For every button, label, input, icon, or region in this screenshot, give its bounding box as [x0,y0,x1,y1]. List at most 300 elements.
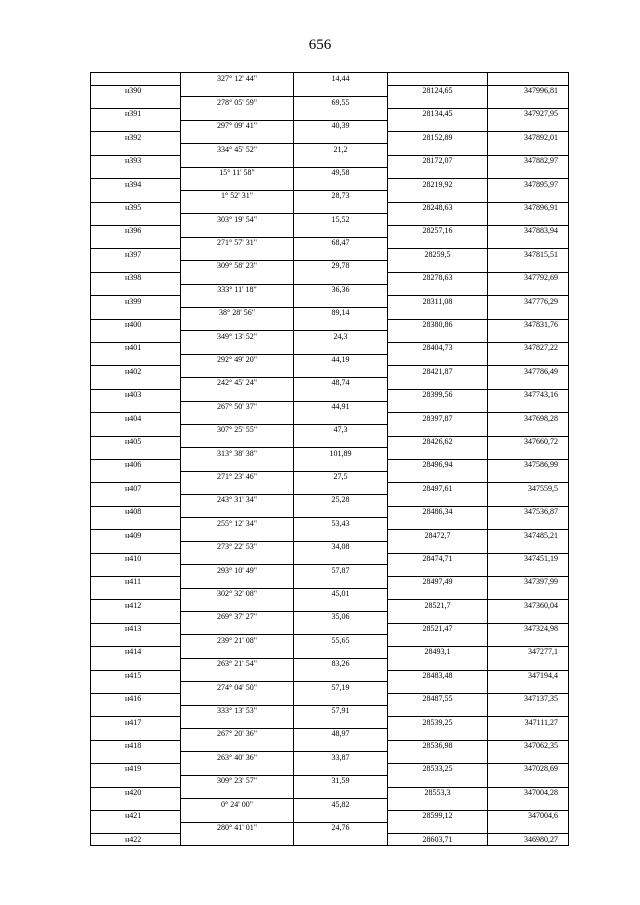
distance-cell: 28,73 [294,190,388,202]
point-name-cell [91,588,181,600]
direction-angle-cell [181,670,294,682]
point-name-cell [91,284,181,296]
distance-cell [294,272,388,284]
point-name-cell: н416 [91,693,181,705]
direction-angle-cell: 15° 11' 58" [181,167,294,179]
point-name-cell [91,658,181,670]
direction-angle-cell [181,763,294,775]
direction-angle-cell: 293° 10' 49" [181,564,294,576]
y-coordinate-cell [488,517,568,529]
distance-cell: 25,28 [294,494,388,506]
direction-angle-cell: 280° 41' 01" [181,822,294,834]
direction-angle-cell: 271° 57' 31" [181,237,294,249]
x-coordinate-cell [388,401,488,413]
point-name-cell [91,705,181,717]
distance-cell [294,529,388,541]
direction-angle-cell [181,131,294,143]
distance-cell: 29,78 [294,260,388,272]
x-coordinate-cell: 28380,86 [388,319,488,331]
direction-angle-cell: 242° 45' 24" [181,377,294,389]
x-coordinate-cell [388,96,488,108]
distance-cell [294,459,388,471]
y-coordinate-cell [488,494,568,506]
y-coordinate-cell: 347927,95 [488,108,568,120]
y-coordinate-cell [488,447,568,459]
x-coordinate-cell: 28152,89 [388,131,488,143]
point-name-cell: н403 [91,389,181,401]
x-coordinate-cell [388,634,488,646]
y-coordinate-cell [488,822,568,834]
x-coordinate-cell [388,728,488,740]
point-name-cell: н406 [91,459,181,471]
direction-angle-cell: 271° 23' 46" [181,471,294,483]
point-name-cell [91,237,181,249]
point-name-cell: н409 [91,529,181,541]
y-coordinate-cell: 347827,22 [488,342,568,354]
y-coordinate-cell: 347137,35 [488,693,568,705]
x-coordinate-cell: 28487,55 [388,693,488,705]
point-name-cell [91,96,181,108]
x-coordinate-cell [388,284,488,296]
distance-cell: 55,65 [294,634,388,646]
direction-angle-cell: 239° 21' 08" [181,634,294,646]
distance-cell: 57,87 [294,564,388,576]
direction-angle-cell [181,810,294,822]
distance-cell [294,412,388,424]
page-number: 656 [308,37,332,53]
direction-angle-cell [181,506,294,518]
y-coordinate-cell [488,588,568,600]
y-coordinate-cell [488,307,568,319]
point-name-cell: н398 [91,272,181,284]
point-name-cell: н418 [91,740,181,752]
point-name-cell: н393 [91,155,181,167]
x-coordinate-cell [388,120,488,132]
point-name-cell [91,307,181,319]
point-name-cell [91,354,181,366]
point-name-cell: н408 [91,506,181,518]
point-name-cell [91,143,181,155]
distance-cell: 36,36 [294,284,388,296]
y-coordinate-cell: 347698,28 [488,412,568,424]
y-coordinate-cell [488,120,568,132]
direction-angle-cell: 263° 40' 36" [181,751,294,763]
direction-angle-cell [181,787,294,799]
direction-angle-cell: 269° 37' 27" [181,611,294,623]
x-coordinate-cell [388,143,488,155]
y-coordinate-cell: 347028,69 [488,763,568,775]
x-coordinate-cell: 28496,94 [388,459,488,471]
y-coordinate-cell: 347883,94 [488,225,568,237]
distance-cell [294,787,388,799]
distance-cell: 15,52 [294,213,388,225]
distance-cell: 101,89 [294,447,388,459]
x-coordinate-cell: 28124,65 [388,85,488,97]
x-coordinate-cell [388,190,488,202]
distance-cell [294,763,388,775]
distance-cell [294,108,388,120]
coordinates-table [90,72,569,846]
direction-angle-cell: 243° 31' 34" [181,494,294,506]
point-name-cell [91,751,181,763]
point-name-cell [91,541,181,553]
x-coordinate-cell [388,775,488,787]
x-coordinate-cell: 28603,71 [388,833,488,845]
y-coordinate-cell: 347743,16 [488,389,568,401]
x-coordinate-cell: 28493,1 [388,646,488,658]
direction-angle-cell [181,529,294,541]
point-name-cell [91,517,181,529]
direction-angle-cell: 38° 28' 56" [181,307,294,319]
x-coordinate-cell: 28311,08 [388,295,488,307]
x-coordinate-cell: 28599,12 [388,810,488,822]
x-coordinate-cell: 28533,25 [388,763,488,775]
distance-cell: 48,97 [294,728,388,740]
distance-cell: 69,55 [294,96,388,108]
x-coordinate-cell [388,73,488,85]
x-coordinate-cell: 28553,3 [388,787,488,799]
distance-cell: 24,3 [294,330,388,342]
x-coordinate-cell [388,307,488,319]
point-name-cell: н391 [91,108,181,120]
direction-angle-cell [181,108,294,120]
direction-angle-cell [181,482,294,494]
distance-cell: 27,5 [294,471,388,483]
direction-angle-cell [181,155,294,167]
distance-cell [294,365,388,377]
distance-cell [294,319,388,331]
y-coordinate-cell [488,401,568,413]
distance-cell [294,248,388,260]
direction-angle-cell [181,576,294,588]
point-name-cell [91,611,181,623]
distance-cell: 44,91 [294,401,388,413]
y-coordinate-cell [488,681,568,693]
x-coordinate-cell: 28278,63 [388,272,488,284]
x-coordinate-cell: 28426,62 [388,436,488,448]
distance-cell: 48,74 [294,377,388,389]
x-coordinate-cell: 28404,73 [388,342,488,354]
x-coordinate-cell: 28486,34 [388,506,488,518]
point-name-cell: н414 [91,646,181,658]
y-coordinate-cell [488,705,568,717]
x-coordinate-cell [388,705,488,717]
point-name-cell [91,260,181,272]
direction-angle-cell: 309° 23' 57" [181,775,294,787]
x-coordinate-cell [388,798,488,810]
y-coordinate-cell: 347062,35 [488,740,568,752]
point-name-cell: н395 [91,202,181,214]
point-name-cell: н411 [91,576,181,588]
direction-angle-cell: 267° 50' 37" [181,401,294,413]
direction-angle-cell: 302° 32' 08" [181,588,294,600]
x-coordinate-cell [388,822,488,834]
x-coordinate-cell: 28497,61 [388,482,488,494]
distance-cell: 44,19 [294,354,388,366]
x-coordinate-cell: 28259,5 [388,248,488,260]
point-name-cell: н394 [91,178,181,190]
direction-angle-cell [181,833,294,845]
distance-cell [294,810,388,822]
y-coordinate-cell [488,611,568,623]
point-name-cell [91,401,181,413]
distance-cell [294,225,388,237]
x-coordinate-cell: 28539,25 [388,716,488,728]
direction-angle-cell: 292° 49' 20" [181,354,294,366]
x-coordinate-cell: 28497,49 [388,576,488,588]
y-coordinate-cell [488,471,568,483]
y-coordinate-cell: 347004,6 [488,810,568,822]
direction-angle-cell [181,646,294,658]
point-name-cell [91,190,181,202]
y-coordinate-cell [488,634,568,646]
distance-cell [294,716,388,728]
y-coordinate-cell [488,424,568,436]
x-coordinate-cell: 28134,45 [388,108,488,120]
point-name-cell: н405 [91,436,181,448]
point-name-cell [91,775,181,787]
direction-angle-cell: 313° 38' 38" [181,447,294,459]
y-coordinate-cell: 347360,04 [488,599,568,611]
x-coordinate-cell: 28536,98 [388,740,488,752]
y-coordinate-cell [488,73,568,85]
direction-angle-cell [181,553,294,565]
direction-angle-cell [181,365,294,377]
point-name-cell: н407 [91,482,181,494]
direction-angle-cell: 0° 24' 00" [181,798,294,810]
y-coordinate-cell [488,284,568,296]
y-coordinate-cell [488,260,568,272]
direction-angle-cell: 1° 52' 31" [181,190,294,202]
point-name-cell: н419 [91,763,181,775]
distance-cell: 31,59 [294,775,388,787]
x-coordinate-cell: 28421,87 [388,365,488,377]
y-coordinate-cell: 347892,01 [488,131,568,143]
distance-cell: 14,44 [294,73,388,85]
y-coordinate-cell: 347004,28 [488,787,568,799]
point-name-cell [91,634,181,646]
point-name-cell [91,447,181,459]
x-coordinate-cell: 28474,71 [388,553,488,565]
x-coordinate-cell: 28248,63 [388,202,488,214]
direction-angle-cell [181,693,294,705]
y-coordinate-cell: 347896,91 [488,202,568,214]
y-coordinate-cell: 347895,97 [488,178,568,190]
direction-angle-cell [181,389,294,401]
direction-angle-cell: 309° 58' 23" [181,260,294,272]
point-name-cell: н392 [91,131,181,143]
direction-angle-cell [181,436,294,448]
direction-angle-cell [181,412,294,424]
x-coordinate-cell [388,658,488,670]
point-name-cell [91,330,181,342]
direction-angle-cell: 263° 21' 54" [181,658,294,670]
point-name-cell [91,822,181,834]
y-coordinate-cell [488,658,568,670]
direction-angle-cell: 349° 13' 52" [181,330,294,342]
point-name-cell [91,728,181,740]
y-coordinate-cell: 347324,98 [488,623,568,635]
distance-cell [294,553,388,565]
x-coordinate-cell [388,564,488,576]
x-coordinate-cell [388,424,488,436]
distance-cell [294,342,388,354]
direction-angle-cell [181,178,294,190]
x-coordinate-cell [388,447,488,459]
x-coordinate-cell: 28399,56 [388,389,488,401]
y-coordinate-cell: 347831,76 [488,319,568,331]
point-name-cell [91,213,181,225]
point-name-cell: н401 [91,342,181,354]
distance-cell [294,436,388,448]
direction-angle-cell: 327° 12' 44" [181,73,294,85]
x-coordinate-cell: 28219,92 [388,178,488,190]
direction-angle-cell: 297° 09' 41" [181,120,294,132]
distance-cell [294,178,388,190]
x-coordinate-cell: 28472,7 [388,529,488,541]
point-name-cell [91,120,181,132]
y-coordinate-cell [488,541,568,553]
y-coordinate-cell: 347451,19 [488,553,568,565]
y-coordinate-cell [488,354,568,366]
distance-cell: 57,91 [294,705,388,717]
distance-cell: 40,39 [294,120,388,132]
x-coordinate-cell [388,167,488,179]
point-name-cell: н420 [91,787,181,799]
point-name-cell: н400 [91,319,181,331]
point-name-cell [91,564,181,576]
direction-angle-cell: 333° 11' 18" [181,284,294,296]
direction-angle-cell [181,716,294,728]
y-coordinate-cell [488,213,568,225]
direction-angle-cell [181,248,294,260]
x-coordinate-cell: 28521,7 [388,599,488,611]
x-coordinate-cell: 28257,16 [388,225,488,237]
direction-angle-cell: 255° 12' 34" [181,517,294,529]
y-coordinate-cell [488,564,568,576]
point-name-cell [91,424,181,436]
x-coordinate-cell: 28172,07 [388,155,488,167]
direction-angle-cell [181,319,294,331]
y-coordinate-cell [488,798,568,810]
direction-angle-cell [181,740,294,752]
y-coordinate-cell: 347786,49 [488,365,568,377]
y-coordinate-cell: 347996,81 [488,85,568,97]
y-coordinate-cell [488,330,568,342]
distance-cell: 45,01 [294,588,388,600]
direction-angle-cell: 273° 22' 53" [181,541,294,553]
y-coordinate-cell: 347559,5 [488,482,568,494]
x-coordinate-cell: 28521,47 [388,623,488,635]
x-coordinate-cell [388,260,488,272]
y-coordinate-cell [488,190,568,202]
x-coordinate-cell [388,377,488,389]
direction-angle-cell: 334° 45' 52" [181,143,294,155]
direction-angle-cell: 303° 19' 54" [181,213,294,225]
distance-cell [294,482,388,494]
distance-cell [294,670,388,682]
point-name-cell: н404 [91,412,181,424]
y-coordinate-cell: 347111,27 [488,716,568,728]
point-name-cell: н422 [91,833,181,845]
point-name-cell: н413 [91,623,181,635]
distance-cell: 68,47 [294,237,388,249]
x-coordinate-cell: 28483,48 [388,670,488,682]
x-coordinate-cell [388,517,488,529]
x-coordinate-cell [388,494,488,506]
distance-cell [294,576,388,588]
distance-cell [294,693,388,705]
point-name-cell: н390 [91,85,181,97]
direction-angle-cell [181,225,294,237]
distance-cell: 21,2 [294,143,388,155]
direction-angle-cell [181,599,294,611]
distance-cell: 53,43 [294,517,388,529]
y-coordinate-cell [488,751,568,763]
distance-cell: 83,26 [294,658,388,670]
distance-cell: 49,58 [294,167,388,179]
distance-cell [294,131,388,143]
y-coordinate-cell: 347194,4 [488,670,568,682]
distance-cell [294,506,388,518]
y-coordinate-cell: 347397,99 [488,576,568,588]
distance-cell: 57,19 [294,681,388,693]
x-coordinate-cell [388,330,488,342]
x-coordinate-cell [388,541,488,553]
y-coordinate-cell [488,775,568,787]
y-coordinate-cell: 347536,87 [488,506,568,518]
direction-angle-cell [181,623,294,635]
direction-angle-cell [181,272,294,284]
point-name-cell: н415 [91,670,181,682]
y-coordinate-cell [488,377,568,389]
y-coordinate-cell: 347660,72 [488,436,568,448]
y-coordinate-cell: 347485,21 [488,529,568,541]
distance-cell: 45,82 [294,798,388,810]
y-coordinate-cell [488,96,568,108]
y-coordinate-cell [488,728,568,740]
distance-cell [294,295,388,307]
direction-angle-cell [181,295,294,307]
point-name-cell [91,471,181,483]
point-name-cell [91,73,181,85]
distance-cell: 89,14 [294,307,388,319]
point-name-cell: н402 [91,365,181,377]
distance-cell [294,740,388,752]
x-coordinate-cell: 28397,87 [388,412,488,424]
distance-cell: 33,87 [294,751,388,763]
point-name-cell: н397 [91,248,181,260]
distance-cell: 34,08 [294,541,388,553]
distance-cell [294,623,388,635]
point-name-cell: н421 [91,810,181,822]
y-coordinate-cell: 346980,27 [488,833,568,845]
point-name-cell [91,167,181,179]
y-coordinate-cell: 347882,97 [488,155,568,167]
x-coordinate-cell [388,611,488,623]
x-coordinate-cell [388,471,488,483]
distance-cell [294,646,388,658]
point-name-cell [91,377,181,389]
direction-angle-cell: 278° 05' 59" [181,96,294,108]
direction-angle-cell: 274° 04' 50" [181,681,294,693]
distance-cell: 47,3 [294,424,388,436]
x-coordinate-cell [388,588,488,600]
point-name-cell [91,681,181,693]
y-coordinate-cell: 347792,69 [488,272,568,284]
direction-angle-cell [181,202,294,214]
distance-cell [294,833,388,845]
